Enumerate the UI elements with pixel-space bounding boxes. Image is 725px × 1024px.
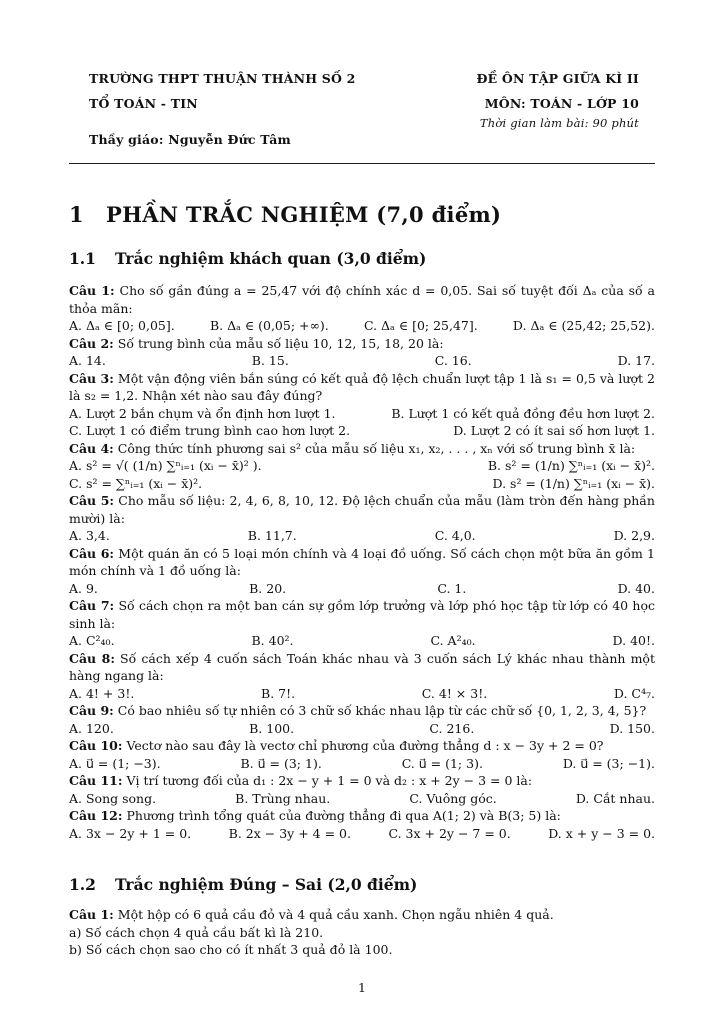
option-d: D. u⃗ = (3; −1).: [562, 755, 655, 771]
question-label: Câu 4:: [69, 440, 114, 456]
section-number: 1: [69, 202, 84, 227]
question-1: [69, 282, 655, 317]
option-d: D. Δₐ ∈ (25,42; 25,52).: [512, 318, 655, 333]
option-b: B. 2x − 3y + 4 = 0.: [228, 825, 351, 841]
option-c: C. A²₄₀.: [430, 633, 476, 648]
option-a: A. u⃗ = (1; −3).: [69, 755, 161, 771]
header-divider: [69, 163, 655, 164]
option-a: A. 3,4.: [69, 528, 110, 543]
question-text: Công thức tính phương sai s² của mẫu số liệu x₁, x₂, . . . , xₙ với số trung bình x̄ là:: [117, 440, 636, 456]
option-d: D. Cắt nhau.: [575, 790, 655, 806]
option-a: A. s² = √( (1/n) ∑ⁿᵢ₌₁ (xᵢ − x̄)² ).: [69, 458, 262, 473]
option-d: D. x + y − 3 = 0.: [548, 825, 655, 841]
subsection-number: 1.1: [69, 249, 96, 268]
section-1-heading: [69, 202, 502, 227]
option-c: C. s² = ∑ⁿᵢ₌₁ (xᵢ − x̄)².: [69, 475, 203, 491]
question-text: Phương trình tổng quát của đường thẳng đi qua A(1; 2) và B(3; 5) là:: [126, 808, 561, 823]
question-12-options: [69, 825, 655, 843]
question-5: [69, 492, 655, 527]
question-text: Cho mẫu số liệu: 2, 4, 6, 8, 10, 12. Độ lệch chuẩn của mẫu (làm tròn đến hàng phần mười) là:: [69, 493, 655, 526]
subsection-number: 1.2: [69, 875, 96, 894]
question-text: Có bao nhiêu số tự nhiên có 3 chữ số khác nhau lập từ các chữ số {0, 1, 2, 3, 4, 5}?: [117, 703, 647, 718]
option-c: C. 16.: [434, 353, 472, 368]
question-label: Câu 10:: [69, 738, 123, 753]
question-8-options: [69, 685, 655, 703]
option-d: D. s² = (1/n) ∑ⁿᵢ₌₁ (xᵢ − x̄).: [492, 475, 655, 491]
option-c: C. 4! × 3!.: [421, 685, 488, 701]
true-false-block: [69, 906, 655, 959]
question-text: Cho số gần đúng a = 25,47 với độ chính xác d = 0,05. Sai số tuyệt đối Δₐ của số a thỏa mãn:: [69, 283, 655, 316]
question-4-options-row-1: [69, 457, 655, 475]
time-limit: Thời gian làm bài: 90 phút: [479, 116, 639, 130]
question-9-options: [69, 720, 655, 738]
option-b: B. u⃗ = (3; 1).: [240, 755, 322, 771]
option-d: D. 40.: [617, 580, 655, 596]
question-6-options: [69, 580, 655, 598]
question-label: Câu 7:: [69, 598, 115, 613]
question-label: Câu 11:: [69, 773, 123, 788]
question-label: Câu 8:: [69, 650, 115, 666]
option-b: B. Trùng nhau.: [235, 790, 331, 806]
option-d: D. 17.: [617, 353, 655, 368]
question-label: Câu 9:: [69, 703, 114, 718]
option-c: C. 3x + 2y − 7 = 0.: [388, 825, 511, 841]
school-name: TRƯỜNG THPT THUẬN THÀNH SỐ 2: [89, 71, 356, 86]
option-a: A. 9.: [69, 580, 98, 596]
option-a: A. 3x − 2y + 1 = 0.: [69, 825, 192, 841]
option-a: A. 14.: [69, 353, 106, 368]
question-4-options-row-2: [69, 475, 655, 493]
question-4: [69, 440, 655, 458]
option-d: D. Lượt 2 có ít sai số hơn lượt 1.: [453, 423, 655, 438]
option-b: B. 7!.: [261, 685, 296, 701]
exam-title: ĐỀ ÔN TẬP GIỮA KÌ II: [476, 71, 639, 86]
subsection-title: Trắc nghiệm Đúng – Sai (2,0 điểm): [115, 875, 418, 894]
question-3: [69, 370, 655, 405]
tf-statement-b: b) Số cách chọn sao cho có ít nhất 3 quả đỏ là 100.: [69, 942, 393, 957]
option-c: C. u⃗ = (1; 3).: [401, 755, 483, 771]
question-text: Một hộp có 6 quả cầu đỏ và 4 quả cầu xanh. Chọn ngẫu nhiên 4 quả.: [117, 907, 554, 922]
option-b: B. s² = (1/n) ∑ⁿᵢ₌₁ (xᵢ − x̄)².: [487, 458, 655, 473]
option-a: A. 120.: [69, 720, 114, 736]
question-label: Câu 2:: [69, 335, 114, 351]
subsection-1-2-heading: [69, 876, 417, 894]
option-a: A. Δₐ ∈ [0; 0,05].: [69, 318, 175, 333]
option-c: C. 216.: [429, 720, 475, 736]
option-a: A. C²₄₀.: [69, 633, 115, 648]
option-d: D. 150.: [609, 720, 655, 736]
question-2: [69, 335, 655, 353]
department: TỔ TOÁN - TIN: [89, 96, 198, 111]
mcq-list: [69, 282, 655, 842]
subsection-1-1-heading: [69, 250, 426, 268]
question-text: Số cách chọn ra một ban cán sự gồm lớp trưởng và lớp phó học tập từ lớp có 40 học sinh là:: [69, 598, 655, 631]
question-10: [69, 737, 655, 755]
question-6: [69, 545, 655, 580]
option-b: B. 40².: [251, 633, 294, 648]
tf-statement-a: a) Số cách chọn 4 quả cầu bất kì là 210.: [69, 924, 324, 940]
option-a: A. Song song.: [69, 790, 157, 806]
question-9: [69, 702, 655, 720]
question-text: Vectơ nào sau đây là vectơ chỉ phương của đường thẳng d : x − 3y + 2 = 0?: [126, 738, 604, 753]
option-b: B. 11,7.: [247, 528, 297, 543]
question-8: [69, 650, 655, 685]
option-c: C. Lượt 1 có điểm trung bình cao hơn lượt 2.: [69, 423, 351, 438]
question-2-options: [69, 352, 655, 370]
question-5-options: [69, 527, 655, 545]
question-text: Một quán ăn có 5 loại món chính và 4 loại đồ uống. Số cách chọn một bữa ăn gồm 1 món chính và 1 đồ uống là:: [69, 545, 655, 578]
question-7-options: [69, 632, 655, 650]
option-b: B. Lượt 1 có kết quả đồng đều hơn lượt 2.: [391, 405, 655, 421]
option-b: B. 15.: [251, 353, 289, 368]
option-b: B. 100.: [249, 720, 295, 736]
page-number: 1: [358, 980, 366, 995]
question-label: Câu 1:: [69, 907, 114, 922]
question-label: Câu 12:: [69, 808, 123, 823]
question-label: Câu 1:: [69, 283, 115, 298]
question-text: Một vận động viên bắn súng có kết quả độ lệch chuẩn lượt tập 1 là s₁ = 0,5 và lượt 2 là s₂ = 1,2. Nhận xét nào sau đây đúng?: [69, 370, 655, 403]
option-d: D. C⁴₇.: [613, 685, 655, 701]
option-c: C. 1.: [437, 580, 467, 596]
question-text: Số cách xếp 4 cuốn sách Toán khác nhau và 3 cuốn sách Lý khác nhau thành một hàng ngang là:: [69, 650, 655, 683]
tf-question-1: [69, 906, 655, 924]
option-c: C. 4,0.: [434, 528, 476, 543]
question-text: Vị trí tương đối của d₁ : 2x − y + 1 = 0 và d₂ : x + 2y − 3 = 0 là:: [126, 773, 533, 788]
subject: MÔN: TOÁN - LỚP 10: [484, 96, 639, 111]
subsection-title: Trắc nghiệm khách quan (3,0 điểm): [115, 249, 427, 268]
question-7: [69, 597, 655, 632]
question-label: Câu 3:: [69, 370, 114, 386]
question-3-options-row-1: [69, 405, 655, 423]
option-c: C. Δₐ ∈ [0; 25,47].: [363, 318, 478, 333]
section-title: PHẦN TRẮC NGHIỆM (7,0 điểm): [106, 202, 502, 227]
option-d: D. 40!.: [612, 633, 655, 648]
question-text: Số trung bình của mẫu số liệu 10, 12, 15, 18, 20 là:: [117, 335, 444, 351]
question-1-options: [69, 317, 655, 335]
option-a: A. 4! + 3!.: [69, 685, 135, 701]
option-d: D. 2,9.: [613, 528, 655, 543]
question-11-options: [69, 790, 655, 808]
question-label: Câu 6:: [69, 545, 115, 561]
question-label: Câu 5:: [69, 493, 115, 508]
option-b: B. 20.: [249, 580, 287, 596]
question-3-options-row-2: [69, 422, 655, 440]
option-c: C. Vuông góc.: [409, 790, 497, 806]
question-10-options: [69, 755, 655, 773]
teacher-name: Thầy giáo: Nguyễn Đức Tâm: [89, 132, 291, 147]
question-12: [69, 807, 655, 825]
option-a: A. Lượt 2 bắn chụm và ổn định hơn lượt 1.: [69, 405, 336, 421]
question-11: [69, 772, 655, 790]
option-b: B. Δₐ ∈ (0,05; +∞).: [209, 318, 329, 333]
